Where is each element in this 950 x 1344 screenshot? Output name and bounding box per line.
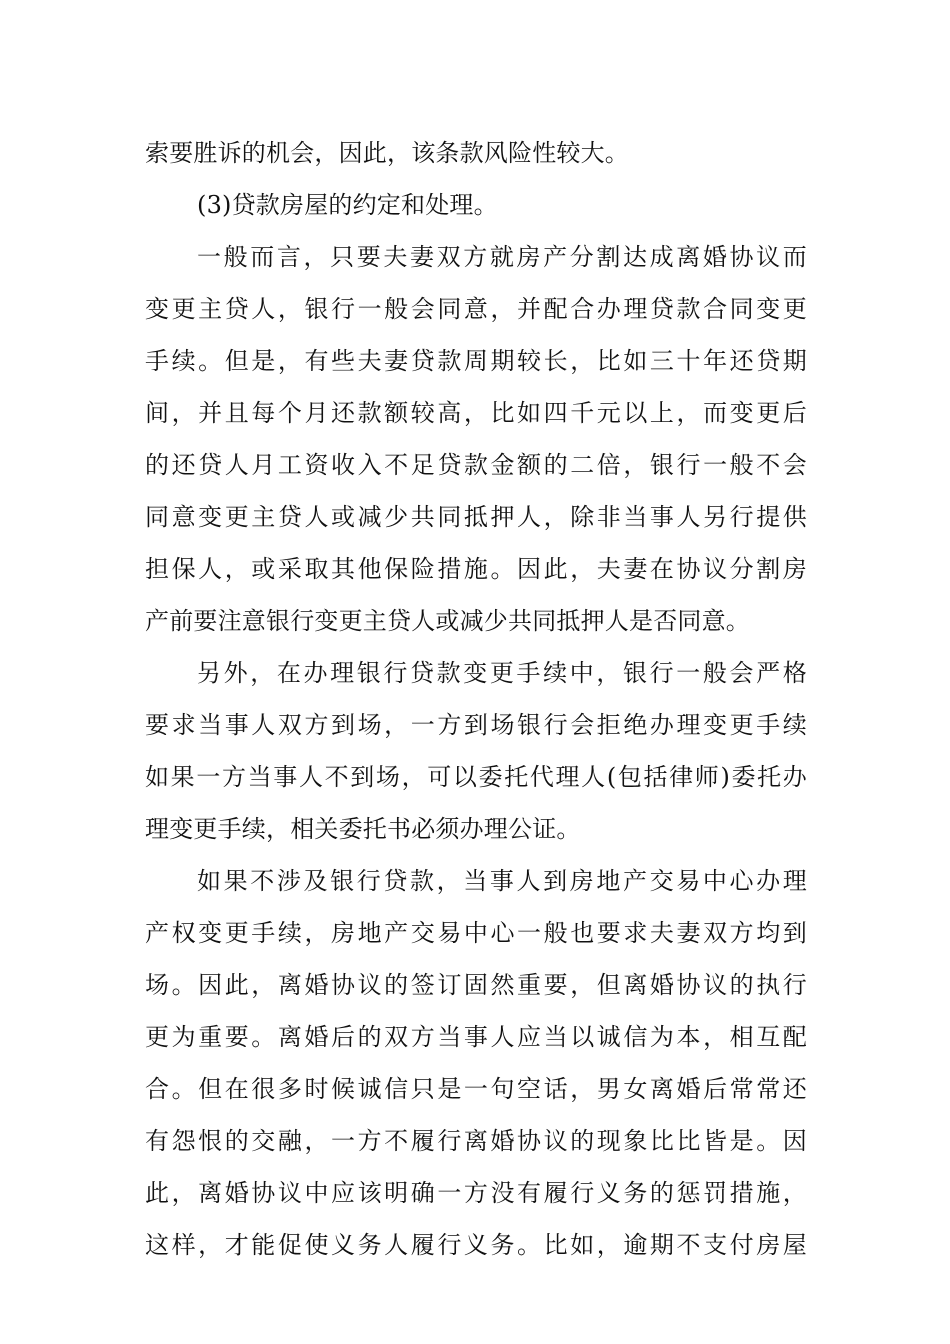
document-body — [145, 127, 807, 1271]
text-line: 此，离婚协议中应该明确一方没有履行义务的惩罚措施， — [145, 1179, 807, 1207]
text-line: 更为重要。离婚后的双方当事人应当以诚信为本，相互配 — [145, 1023, 807, 1051]
text-line: 产权变更手续，房地产交易中心一般也要求夫妻双方均到 — [145, 919, 807, 947]
text-line: 变更主贷人，银行一般会同意，并配合办理贷款合同变更 — [145, 295, 807, 323]
text-line: 如果一方当事人不到场，可以委托代理人(包括律师)委托办 — [145, 763, 807, 791]
text-line: 另外，在办理银行贷款变更手续中，银行一般会严格 — [197, 659, 807, 687]
text-line: 同意变更主贷人或减少共同抵押人，除非当事人另行提供 — [145, 503, 807, 531]
section-heading: (3)贷款房屋的约定和处理。 — [197, 191, 498, 219]
text-line: 一般而言，只要夫妻双方就房产分割达成离婚协议而 — [197, 243, 807, 271]
text-line: 这样，才能促使义务人履行义务。比如，逾期不支付房屋 — [145, 1231, 807, 1259]
text-line: 理变更手续，相关委托书必须办理公证。 — [145, 815, 581, 843]
text-line: 有怨恨的交融，一方不履行离婚协议的现象比比皆是。因 — [145, 1127, 807, 1155]
text-line: 索要胜诉的机会，因此，该条款风险性较大。 — [145, 139, 629, 167]
text-line: 产前要注意银行变更主贷人或减少共同抵押人是否同意。 — [145, 607, 750, 635]
text-line: 的还贷人月工资收入不足贷款金额的二倍，银行一般不会 — [145, 451, 807, 479]
text-line: 担保人，或采取其他保险措施。因此，夫妻在协议分割房 — [145, 555, 807, 583]
text-line: 间，并且每个月还款额较高，比如四千元以上，而变更后 — [145, 399, 807, 427]
text-line: 场。因此，离婚协议的签订固然重要，但离婚协议的执行 — [145, 971, 807, 999]
text-line: 如果不涉及银行贷款，当事人到房地产交易中心办理 — [197, 867, 807, 895]
text-line: 要求当事人双方到场，一方到场银行会拒绝办理变更手续 — [145, 711, 807, 739]
text-line: 手续。但是，有些夫妻贷款周期较长，比如三十年还贷期 — [145, 347, 807, 375]
text-line: 合。但在很多时候诚信只是一句空话，男女离婚后常常还 — [145, 1075, 807, 1103]
